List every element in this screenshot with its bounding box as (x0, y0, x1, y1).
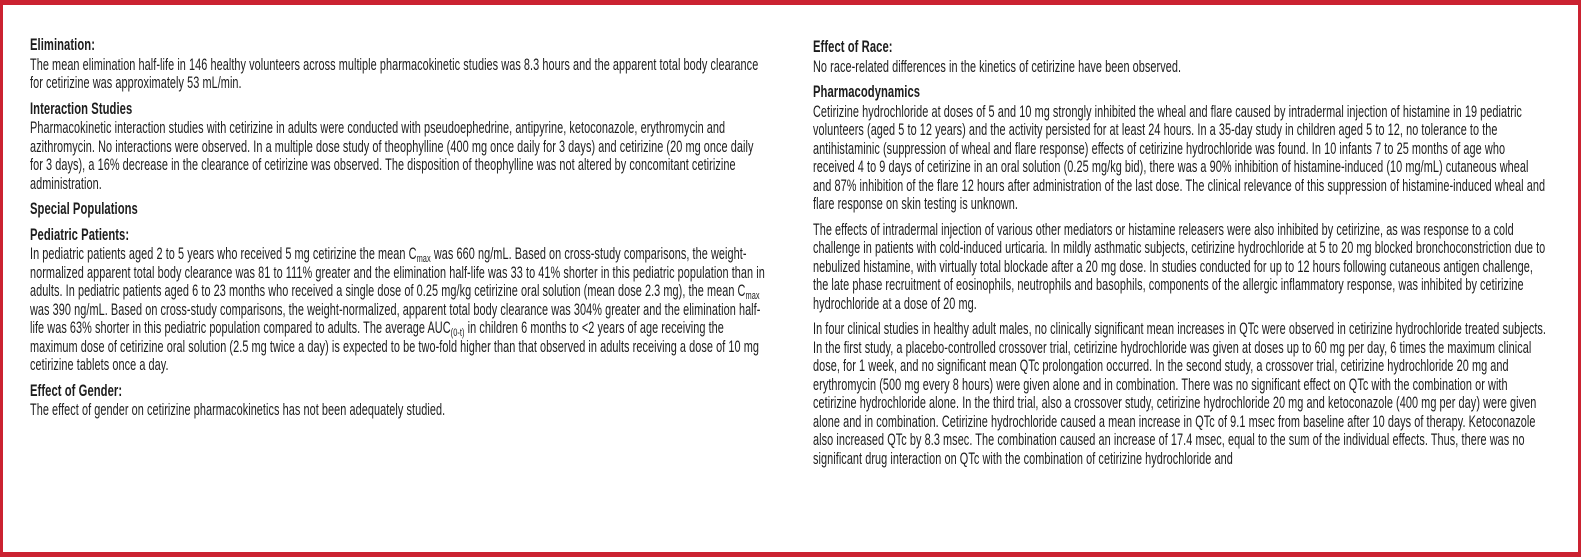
pharmacodynamics-paragraph-1: Cetirizine hydrochloride at doses of 5 and 10 mg strongly inhibited the wheal and flare caused by intradermal injection of histamine in 19 pediatric volunteers (aged 5 to 12 years) and the activity persisted for at least 24 hours. In a 35-day study in children aged 5 to 12, no tolerance to the antihistaminic (suppression of wheal and flare response) effects of cetirizine hydrochloride was found. In 10 infants 7 to 25 months of age who received 4 to 9 days of cetirizine in an oral solution (0.25 mg/kg bid), there was a 90% inhibition of histamine-induced (10 mg/mL) cutaneous wheal and 87% inhibition of the flare 12 hours after administration of the last dose. The clinical relevance of this suppression of histamine-induced wheal and flare response on skin testing is unknown. (813, 102, 1546, 213)
section-heading-special-populations: Special Populations (30, 199, 138, 218)
left-column (30, 36, 765, 420)
section-heading-interaction-studies: Interaction Studies (30, 98, 133, 118)
right-column (813, 38, 1548, 468)
effect-of-gender-paragraph: The effect of gender on cetirizine pharmacokinetics has not been adequately studied. (30, 401, 446, 419)
pharmacodynamics-paragraph-3: In four clinical studies in healthy adult males, no clinically significant mean increases in QTc were observed in cetirizine hydrochloride treated subjects. In the first study, a placebo-controlled crossover trial, cetirizine hydrochloride was given at doses up to 60 mg per day, 6 times the maximum clinical dose, for 1 week, and no significant mean QTc prolongation occurred. In the second study, a crossover trial, cetirizine hydrochloride 20 mg and erythromycin (500 mg every 8 hours) were given alone and in combination. There was no significant effect on QTc with the combination or with cetirizine hydrochloride alone. In the third trial, also a crossover study, cetirizine hydrochloride 20 mg and ketoconazole (400 mg per day) were given alone and in combination. Cetirizine hydrochloride caused a mean increase in QTc of 9.1 msec from baseline after 10 days of therapy. Ketoconazole also increased QTc by 8.3 msec. The combination caused an increase of 17.4 msec, equal to the sum of the individual effects. Thus, there was no significant drug interaction on QTc with the combination of cetirizine hydrochloride and (813, 320, 1547, 468)
section-heading-pediatric-patients: Pediatric Patients: (30, 224, 130, 244)
pediatric-patients-paragraph: In pediatric patients aged 2 to 5 years who received 5 mg cetirizine the mean $C_{max}$ was 660 ng/mL. Based on cross-study comparisons, the weight-normalized apparent total body clearance was 81 to 111% greater and the elimination half-life was 33 to 41% shorter in this pediatric population than in adults. In pediatric patients aged 6 to 23 months who received a single dose of 0.25 mg/kg cetirizine oral solution (mean dose 2.3 mg), the mean $C_{max}$ was 390 ng/mL. Based on cross-study comparisons, the weight-normalized, apparent total body clearance was 304% greater and the elimination half-life was 63% shorter in this pediatric population compared to adults. The average $AUC_{(0-t)}$ in children 6 months to <2 years of age receiving the maximum dose of cetirizine oral solution (2.5 mg twice a day) is expected to be two-fold higher than that observed in adults receiving a dose of 10 mg cetirizine tablets once a day. (30, 245, 765, 374)
effect-of-race-paragraph: No race-related differences in the kinetics of cetirizine have been observed. (813, 57, 1182, 76)
interaction-studies-paragraph: Pharmacokinetic interaction studies with cetirizine in adults were conducted with pseudoephedrine, antipyrine, ketoconazole, erythromycin and azithromycin. No interactions were observed. In a multiple dose study of theophylline (400 mg once daily for 3 days) and cetirizine (20 mg once daily for 3 days), a 16% decrease in the clearance of cetirizine was observed. The disposition of theophylline was not altered by concomitant cetirizine administration. (30, 119, 754, 193)
elimination-paragraph: The mean elimination half-life in 146 healthy volunteers across multiple pharmacokinetic studies was 8.3 hours and the apparent total body clearance for cetirizine was approximately 53 mL/min. (30, 55, 759, 92)
section-heading-effect-of-gender: Effect of Gender: (30, 380, 123, 400)
section-heading-effect-of-race: Effect of Race: (813, 37, 893, 56)
section-heading-elimination: Elimination: (30, 35, 95, 54)
section-heading-pharmacodynamics: Pharmacodynamics (813, 82, 921, 101)
pharmacodynamics-paragraph-2: The effects of intradermal injection of various other mediators or histamine releasers were also inhibited by cetirizine, as was response to a cold challenge in patients with cold-induced urticaria. In mildly asthmatic subjects, cetirizine hydrochloride at 5 to 20 mg blocked bronchoconstriction due to nebulized histamine, with virtually total blockade after a 20 mg dose. In studies conducted for up to 12 hours following cutaneous antigen challenge, the late phase recruitment of eosinophils, neutrophils and basophils, components of the allergic inflammatory response, was inhibited by cetirizine hydrochloride at a dose of 20 mg. (813, 220, 1546, 313)
